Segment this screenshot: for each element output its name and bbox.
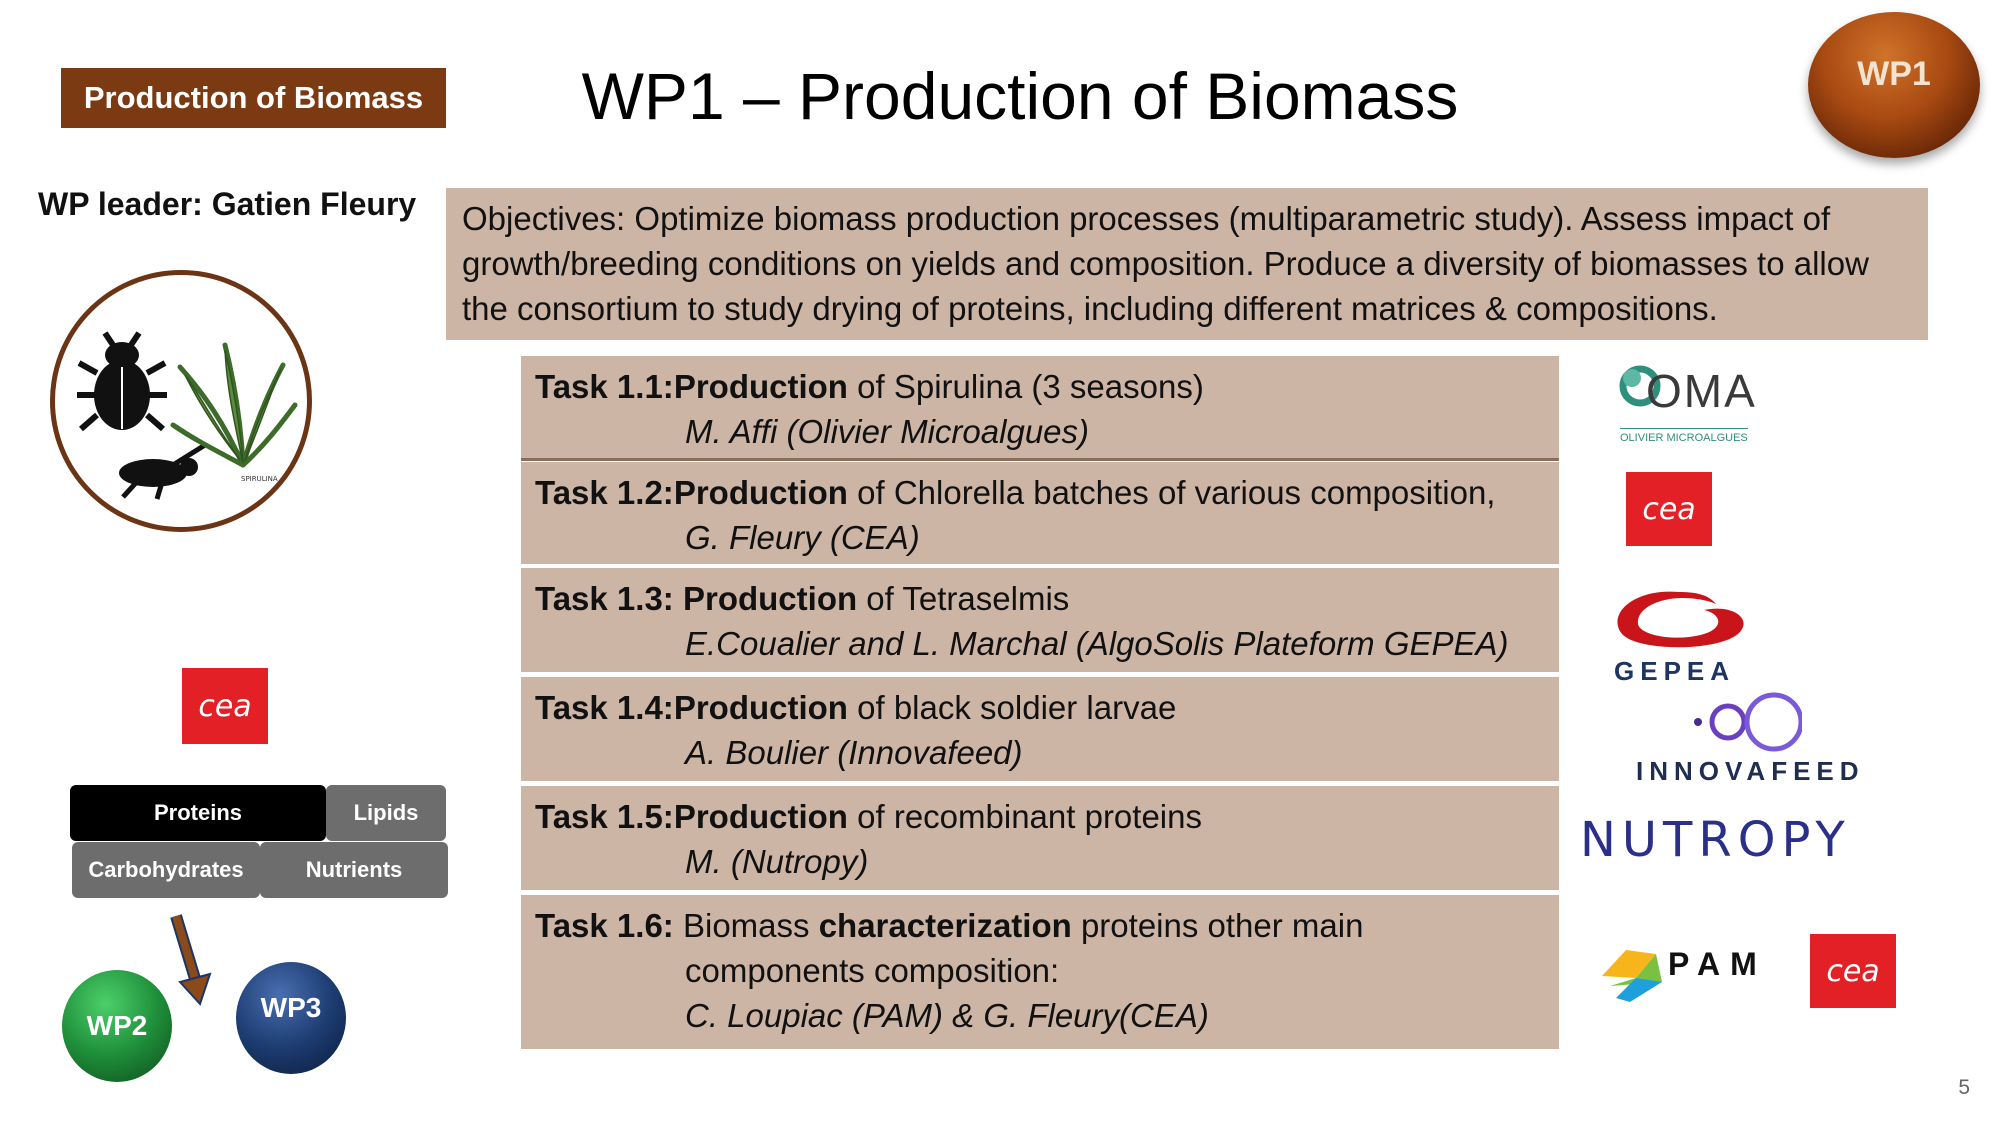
task-bold: Production bbox=[673, 368, 848, 405]
task-1-6 bbox=[521, 895, 1559, 1049]
task-label: Task 1.6: bbox=[535, 907, 674, 944]
innovafeed-logo bbox=[1636, 692, 1876, 788]
pam-shape-icon bbox=[1596, 936, 1672, 1006]
task-owner: A. Boulier (Innovafeed) bbox=[685, 734, 1023, 771]
task-1-4 bbox=[521, 677, 1559, 781]
objectives-box: Objectives: Optimize biomass production processes (multiparametric study). Assess impact of growth/breeding conditions on yields and composition. Produce a diversity of biomasses to allow the consortium to study drying of proteins, including different matrices & compositions. bbox=[446, 188, 1928, 340]
task-owner: C. Loupiac (PAM) & G. Fleury(CEA) bbox=[685, 997, 1209, 1034]
wp-leader: WP leader: Gatien Fleury bbox=[38, 186, 417, 222]
task-bold: Production bbox=[673, 689, 848, 726]
task-text: of Tetraselmis bbox=[857, 580, 1070, 617]
task-owner: M. (Nutropy) bbox=[685, 843, 869, 880]
innovafeed-circles-icon bbox=[1692, 692, 1802, 754]
category-proteins: Proteins bbox=[70, 785, 326, 841]
task-1-3 bbox=[521, 568, 1559, 672]
task-text: of black soldier larvae bbox=[847, 689, 1177, 726]
task-label: Task 1.5: bbox=[535, 798, 674, 835]
organisms-illustration bbox=[50, 270, 312, 532]
wp2-badge: WP2 bbox=[62, 970, 172, 1082]
task-owner: G. Fleury (CEA) bbox=[685, 519, 920, 556]
organisms-icon bbox=[55, 275, 307, 527]
cea-logo-task2: cea bbox=[1626, 472, 1712, 546]
task-label: Task 1.2: bbox=[535, 474, 674, 511]
divider bbox=[521, 458, 1559, 461]
page-title: WP1 – Production of Biomass bbox=[581, 59, 1459, 133]
category-carbohydrates: Carbohydrates bbox=[72, 842, 260, 898]
task-label: Task 1.3: bbox=[535, 580, 674, 617]
wp1-badge: WP1 bbox=[1808, 12, 1980, 158]
task-text-pre: Biomass bbox=[673, 907, 819, 944]
task-label: Task 1.1: bbox=[535, 368, 674, 405]
oma-logo bbox=[1618, 362, 1757, 452]
page-number: 5 bbox=[1958, 1076, 1970, 1099]
pam-logo bbox=[1596, 936, 1766, 1006]
gepea-swirl-icon bbox=[1604, 584, 1754, 654]
task-owner: E.Coualier and L. Marchal (AlgoSolis Plateform GEPEA) bbox=[685, 625, 1509, 662]
task-text: of Chlorella batches of various composition, bbox=[847, 474, 1496, 511]
oma-subtitle: OLIVIER MICROALGUES bbox=[1620, 428, 1748, 444]
gepea-wordmark: GEPEA bbox=[1614, 656, 1736, 686]
task-label: Task 1.4: bbox=[535, 689, 674, 726]
task-1-5 bbox=[521, 786, 1559, 890]
wp3-badge: WP3 bbox=[236, 962, 346, 1074]
innovafeed-wordmark: INNOVAFEED bbox=[1636, 756, 1865, 786]
task-1-1 bbox=[521, 356, 1559, 460]
cea-logo-task6: cea bbox=[1810, 934, 1896, 1008]
task-bold: Production bbox=[673, 798, 848, 835]
cea-logo-left: cea bbox=[182, 668, 268, 744]
task-text: proteins other main bbox=[1071, 907, 1364, 944]
pam-wordmark: PAM bbox=[1668, 946, 1767, 982]
section-tag: Production of Biomass bbox=[61, 68, 446, 128]
arrow-down-icon bbox=[170, 912, 220, 1008]
gepea-logo bbox=[1604, 584, 1754, 690]
category-nutrients: Nutrients bbox=[260, 842, 448, 898]
circle-caption: SPIRULINA bbox=[241, 475, 278, 483]
category-lipids: Lipids bbox=[326, 785, 446, 841]
task-text: of Spirulina (3 seasons) bbox=[847, 368, 1204, 405]
nutropy-logo: NUTROPY bbox=[1580, 812, 1851, 868]
task-bold: Production bbox=[673, 474, 848, 511]
task-1-2 bbox=[521, 462, 1559, 564]
task-bold: Production bbox=[673, 580, 858, 617]
task-bold: characterization bbox=[818, 907, 1072, 944]
task-owner: M. Affi (Olivier Microalgues) bbox=[685, 413, 1090, 450]
task-text: of recombinant proteins bbox=[847, 798, 1202, 835]
oma-wordmark: OMA bbox=[1646, 365, 1757, 417]
task-text-continued: components composition: bbox=[685, 952, 1060, 989]
